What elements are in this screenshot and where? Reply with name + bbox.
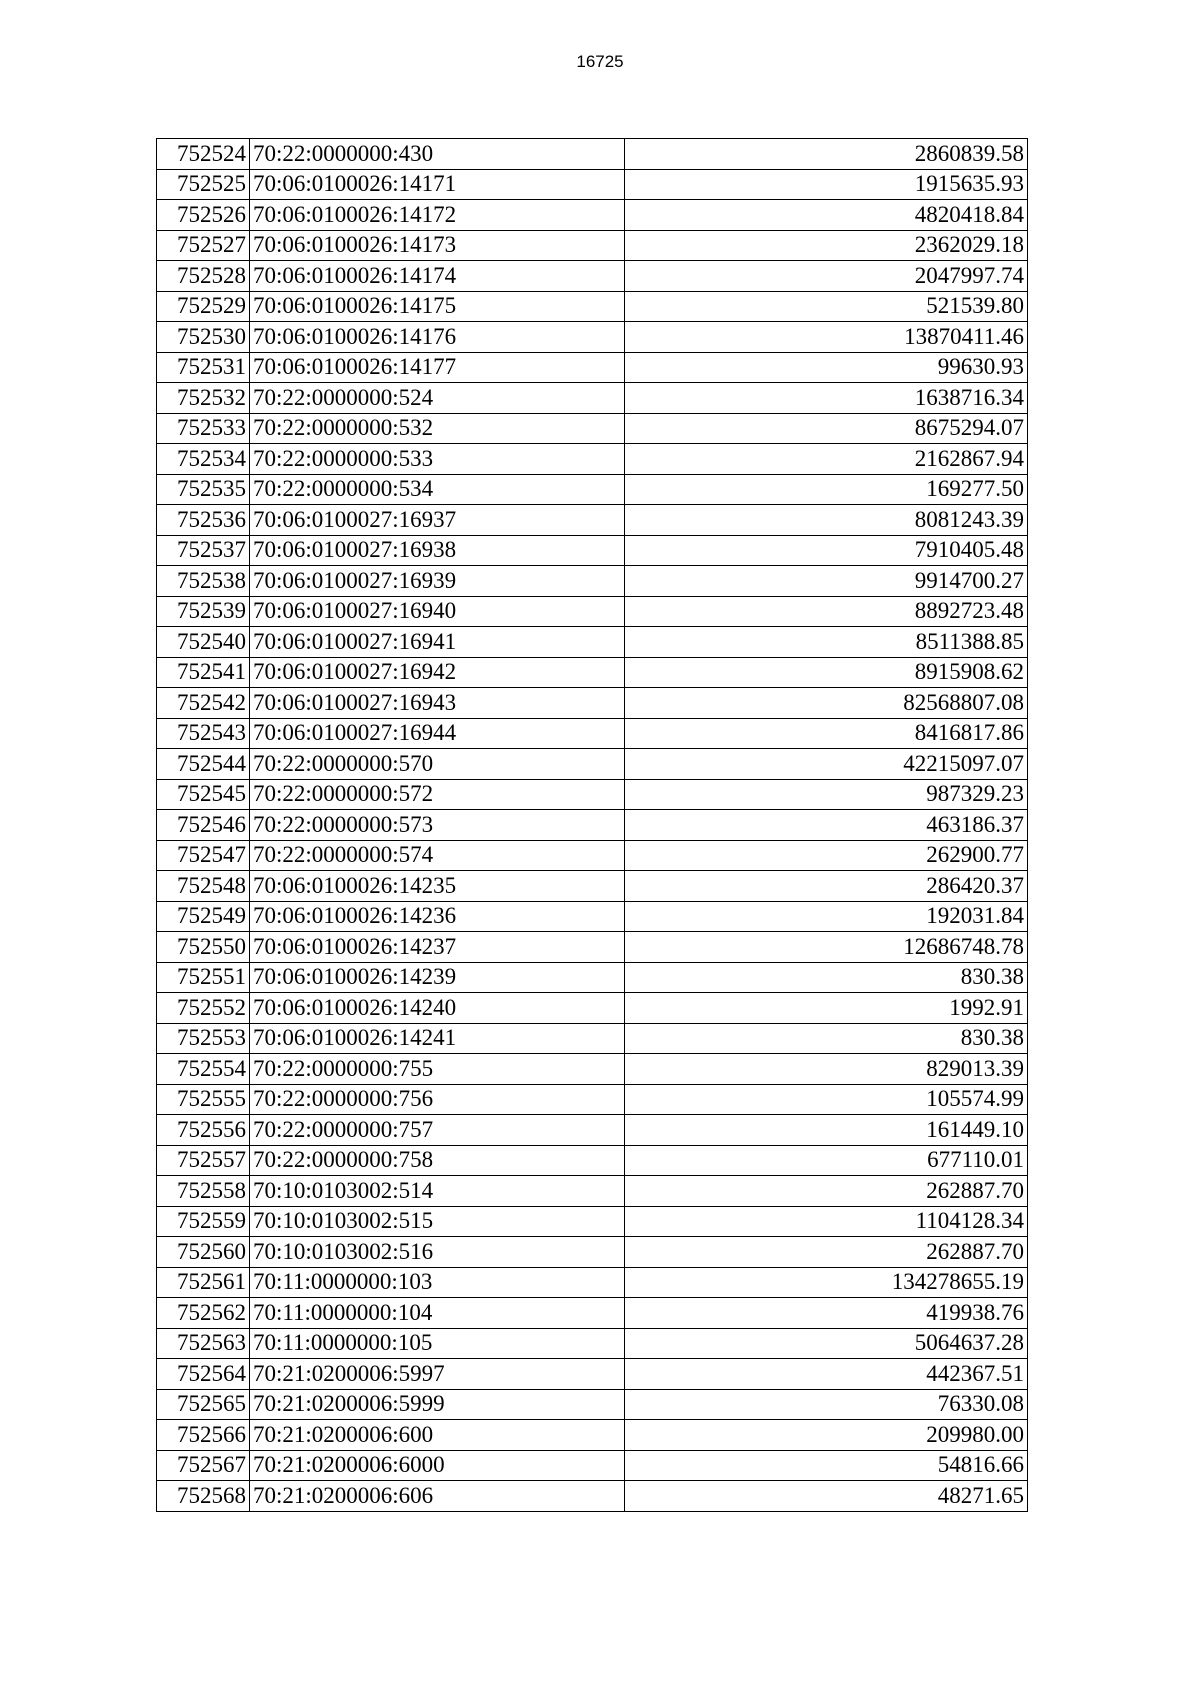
cadastral-number-cell: 70:21:0200006:5997 bbox=[250, 1359, 625, 1390]
cadastral-value-cell: 262887.70 bbox=[625, 1176, 1028, 1207]
cadastral-value-cell: 2162867.94 bbox=[625, 444, 1028, 475]
cadastral-value-cell: 13870411.46 bbox=[625, 322, 1028, 353]
cadastral-number-cell: 70:22:0000000:570 bbox=[250, 749, 625, 780]
cadastral-value-cell: 99630.93 bbox=[625, 352, 1028, 383]
cadastral-value-cell: 1104128.34 bbox=[625, 1206, 1028, 1237]
row-number-cell: 752524 bbox=[157, 139, 250, 170]
table-row bbox=[157, 871, 1028, 902]
row-number-cell: 752565 bbox=[157, 1389, 250, 1420]
row-number-cell: 752536 bbox=[157, 505, 250, 536]
cadastral-number-cell: 70:06:0100026:14240 bbox=[250, 993, 625, 1024]
cadastral-number-cell: 70:22:0000000:524 bbox=[250, 383, 625, 414]
cadastral-value-cell: 12686748.78 bbox=[625, 932, 1028, 963]
table-row bbox=[157, 322, 1028, 353]
table-row bbox=[157, 291, 1028, 322]
table-row bbox=[157, 688, 1028, 719]
cadastral-number-cell: 70:22:0000000:573 bbox=[250, 810, 625, 841]
row-number-cell: 752541 bbox=[157, 657, 250, 688]
cadastral-value-cell: 42215097.07 bbox=[625, 749, 1028, 780]
cadastral-value-cell: 82568807.08 bbox=[625, 688, 1028, 719]
cadastral-value-cell: 4820418.84 bbox=[625, 200, 1028, 231]
cadastral-value-cell: 2362029.18 bbox=[625, 230, 1028, 261]
cadastral-number-cell: 70:06:0100026:14173 bbox=[250, 230, 625, 261]
cadastral-number-cell: 70:06:0100027:16937 bbox=[250, 505, 625, 536]
table-row bbox=[157, 413, 1028, 444]
table-row bbox=[157, 1389, 1028, 1420]
cadastral-value-cell: 8892723.48 bbox=[625, 596, 1028, 627]
cadastral-value-cell: 830.38 bbox=[625, 1023, 1028, 1054]
cadastral-value-table bbox=[156, 138, 1028, 1512]
cadastral-number-cell: 70:21:0200006:5999 bbox=[250, 1389, 625, 1420]
row-number-cell: 752559 bbox=[157, 1206, 250, 1237]
row-number-cell: 752546 bbox=[157, 810, 250, 841]
row-number-cell: 752529 bbox=[157, 291, 250, 322]
table-row bbox=[157, 352, 1028, 383]
table-row bbox=[157, 1054, 1028, 1085]
table-row bbox=[157, 657, 1028, 688]
cadastral-number-cell: 70:06:0100026:14239 bbox=[250, 962, 625, 993]
row-number-cell: 752544 bbox=[157, 749, 250, 780]
table-row bbox=[157, 535, 1028, 566]
table-row bbox=[157, 1023, 1028, 1054]
table-row bbox=[157, 444, 1028, 475]
table-row bbox=[157, 932, 1028, 963]
row-number-cell: 752539 bbox=[157, 596, 250, 627]
row-number-cell: 752549 bbox=[157, 901, 250, 932]
cadastral-value-cell: 262887.70 bbox=[625, 1237, 1028, 1268]
cadastral-value-cell: 76330.08 bbox=[625, 1389, 1028, 1420]
row-number-cell: 752532 bbox=[157, 383, 250, 414]
cadastral-number-cell: 70:06:0100026:14177 bbox=[250, 352, 625, 383]
cadastral-value-cell: 161449.10 bbox=[625, 1115, 1028, 1146]
table-row bbox=[157, 1115, 1028, 1146]
cadastral-number-cell: 70:06:0100026:14176 bbox=[250, 322, 625, 353]
row-number-cell: 752564 bbox=[157, 1359, 250, 1390]
table-row bbox=[157, 566, 1028, 597]
cadastral-number-cell: 70:22:0000000:532 bbox=[250, 413, 625, 444]
row-number-cell: 752526 bbox=[157, 200, 250, 231]
row-number-cell: 752543 bbox=[157, 718, 250, 749]
table-row bbox=[157, 1267, 1028, 1298]
table-row bbox=[157, 1481, 1028, 1512]
cadastral-value-cell: 677110.01 bbox=[625, 1145, 1028, 1176]
table-row bbox=[157, 779, 1028, 810]
row-number-cell: 752557 bbox=[157, 1145, 250, 1176]
cadastral-number-cell: 70:06:0100026:14241 bbox=[250, 1023, 625, 1054]
table-row bbox=[157, 1176, 1028, 1207]
table-row bbox=[157, 1359, 1028, 1390]
cadastral-number-cell: 70:22:0000000:757 bbox=[250, 1115, 625, 1146]
page-number: 16725 bbox=[576, 52, 624, 71]
cadastral-number-cell: 70:22:0000000:755 bbox=[250, 1054, 625, 1085]
table-row bbox=[157, 993, 1028, 1024]
cadastral-number-cell: 70:10:0103002:514 bbox=[250, 1176, 625, 1207]
cadastral-number-cell: 70:11:0000000:105 bbox=[250, 1328, 625, 1359]
table-row bbox=[157, 962, 1028, 993]
cadastral-value-cell: 8081243.39 bbox=[625, 505, 1028, 536]
table-row bbox=[157, 1420, 1028, 1451]
table-row bbox=[157, 1084, 1028, 1115]
row-number-cell: 752534 bbox=[157, 444, 250, 475]
table-row bbox=[157, 1298, 1028, 1329]
cadastral-value-cell: 48271.65 bbox=[625, 1481, 1028, 1512]
table-row bbox=[157, 474, 1028, 505]
row-number-cell: 752566 bbox=[157, 1420, 250, 1451]
cadastral-number-cell: 70:21:0200006:6000 bbox=[250, 1450, 625, 1481]
row-number-cell: 752538 bbox=[157, 566, 250, 597]
cadastral-number-cell: 70:10:0103002:516 bbox=[250, 1237, 625, 1268]
row-number-cell: 752545 bbox=[157, 779, 250, 810]
row-number-cell: 752547 bbox=[157, 840, 250, 871]
cadastral-number-cell: 70:06:0100026:14171 bbox=[250, 169, 625, 200]
row-number-cell: 752530 bbox=[157, 322, 250, 353]
table-row bbox=[157, 1450, 1028, 1481]
table-row bbox=[157, 505, 1028, 536]
cadastral-value-cell: 419938.76 bbox=[625, 1298, 1028, 1329]
table-row bbox=[157, 139, 1028, 170]
cadastral-number-cell: 70:06:0100027:16944 bbox=[250, 718, 625, 749]
cadastral-value-cell: 134278655.19 bbox=[625, 1267, 1028, 1298]
cadastral-number-cell: 70:22:0000000:574 bbox=[250, 840, 625, 871]
table-row bbox=[157, 169, 1028, 200]
cadastral-number-cell: 70:11:0000000:104 bbox=[250, 1298, 625, 1329]
cadastral-number-cell: 70:06:0100026:14172 bbox=[250, 200, 625, 231]
table-row bbox=[157, 1206, 1028, 1237]
cadastral-value-cell: 54816.66 bbox=[625, 1450, 1028, 1481]
row-number-cell: 752553 bbox=[157, 1023, 250, 1054]
table-row bbox=[157, 200, 1028, 231]
cadastral-number-cell: 70:06:0100027:16938 bbox=[250, 535, 625, 566]
row-number-cell: 752535 bbox=[157, 474, 250, 505]
cadastral-number-cell: 70:06:0100026:14175 bbox=[250, 291, 625, 322]
cadastral-number-cell: 70:06:0100027:16941 bbox=[250, 627, 625, 658]
row-number-cell: 752560 bbox=[157, 1237, 250, 1268]
cadastral-number-cell: 70:06:0100027:16940 bbox=[250, 596, 625, 627]
cadastral-value-cell: 9914700.27 bbox=[625, 566, 1028, 597]
table-row bbox=[157, 1328, 1028, 1359]
row-number-cell: 752556 bbox=[157, 1115, 250, 1146]
row-number-cell: 752533 bbox=[157, 413, 250, 444]
cadastral-value-cell: 829013.39 bbox=[625, 1054, 1028, 1085]
row-number-cell: 752531 bbox=[157, 352, 250, 383]
cadastral-value-cell: 987329.23 bbox=[625, 779, 1028, 810]
table-row bbox=[157, 1237, 1028, 1268]
table-row bbox=[157, 261, 1028, 292]
table-row bbox=[157, 596, 1028, 627]
row-number-cell: 752551 bbox=[157, 962, 250, 993]
table-row bbox=[157, 1145, 1028, 1176]
row-number-cell: 752540 bbox=[157, 627, 250, 658]
row-number-cell: 752555 bbox=[157, 1084, 250, 1115]
cadastral-value-cell: 442367.51 bbox=[625, 1359, 1028, 1390]
cadastral-value-cell: 1915635.93 bbox=[625, 169, 1028, 200]
cadastral-number-cell: 70:06:0100027:16939 bbox=[250, 566, 625, 597]
table-row bbox=[157, 840, 1028, 871]
cadastral-number-cell: 70:21:0200006:606 bbox=[250, 1481, 625, 1512]
cadastral-number-cell: 70:21:0200006:600 bbox=[250, 1420, 625, 1451]
cadastral-value-cell: 262900.77 bbox=[625, 840, 1028, 871]
cadastral-value-cell: 521539.80 bbox=[625, 291, 1028, 322]
row-number-cell: 752561 bbox=[157, 1267, 250, 1298]
cadastral-value-cell: 105574.99 bbox=[625, 1084, 1028, 1115]
cadastral-number-cell: 70:06:0100027:16943 bbox=[250, 688, 625, 719]
row-number-cell: 752563 bbox=[157, 1328, 250, 1359]
cadastral-value-cell: 8675294.07 bbox=[625, 413, 1028, 444]
row-number-cell: 752528 bbox=[157, 261, 250, 292]
row-number-cell: 752558 bbox=[157, 1176, 250, 1207]
cadastral-number-cell: 70:10:0103002:515 bbox=[250, 1206, 625, 1237]
cadastral-value-cell: 1638716.34 bbox=[625, 383, 1028, 414]
cadastral-value-cell: 169277.50 bbox=[625, 474, 1028, 505]
cadastral-number-cell: 70:22:0000000:430 bbox=[250, 139, 625, 170]
row-number-cell: 752562 bbox=[157, 1298, 250, 1329]
table-body bbox=[157, 139, 1028, 1512]
row-number-cell: 752537 bbox=[157, 535, 250, 566]
row-number-cell: 752568 bbox=[157, 1481, 250, 1512]
table-row bbox=[157, 627, 1028, 658]
cadastral-number-cell: 70:06:0100027:16942 bbox=[250, 657, 625, 688]
cadastral-value-cell: 1992.91 bbox=[625, 993, 1028, 1024]
cadastral-number-cell: 70:06:0100026:14237 bbox=[250, 932, 625, 963]
table-row bbox=[157, 749, 1028, 780]
cadastral-value-cell: 8915908.62 bbox=[625, 657, 1028, 688]
cadastral-number-cell: 70:22:0000000:758 bbox=[250, 1145, 625, 1176]
row-number-cell: 752527 bbox=[157, 230, 250, 261]
cadastral-number-cell: 70:11:0000000:103 bbox=[250, 1267, 625, 1298]
row-number-cell: 752525 bbox=[157, 169, 250, 200]
row-number-cell: 752548 bbox=[157, 871, 250, 902]
cadastral-value-cell: 192031.84 bbox=[625, 901, 1028, 932]
cadastral-value-cell: 8511388.85 bbox=[625, 627, 1028, 658]
cadastral-value-cell: 7910405.48 bbox=[625, 535, 1028, 566]
row-number-cell: 752552 bbox=[157, 993, 250, 1024]
table-row bbox=[157, 383, 1028, 414]
table-row bbox=[157, 810, 1028, 841]
table-row bbox=[157, 230, 1028, 261]
cadastral-value-cell: 209980.00 bbox=[625, 1420, 1028, 1451]
cadastral-number-cell: 70:22:0000000:534 bbox=[250, 474, 625, 505]
cadastral-value-cell: 2047997.74 bbox=[625, 261, 1028, 292]
row-number-cell: 752542 bbox=[157, 688, 250, 719]
row-number-cell: 752554 bbox=[157, 1054, 250, 1085]
row-number-cell: 752567 bbox=[157, 1450, 250, 1481]
table-row bbox=[157, 718, 1028, 749]
cadastral-number-cell: 70:22:0000000:756 bbox=[250, 1084, 625, 1115]
cadastral-number-cell: 70:06:0100026:14235 bbox=[250, 871, 625, 902]
cadastral-value-cell: 463186.37 bbox=[625, 810, 1028, 841]
cadastral-number-cell: 70:06:0100026:14236 bbox=[250, 901, 625, 932]
cadastral-value-cell: 5064637.28 bbox=[625, 1328, 1028, 1359]
cadastral-number-cell: 70:22:0000000:572 bbox=[250, 779, 625, 810]
cadastral-number-cell: 70:22:0000000:533 bbox=[250, 444, 625, 475]
cadastral-number-cell: 70:06:0100026:14174 bbox=[250, 261, 625, 292]
cadastral-value-cell: 286420.37 bbox=[625, 871, 1028, 902]
cadastral-value-cell: 8416817.86 bbox=[625, 718, 1028, 749]
cadastral-value-cell: 2860839.58 bbox=[625, 139, 1028, 170]
table-row bbox=[157, 901, 1028, 932]
cadastral-value-cell: 830.38 bbox=[625, 962, 1028, 993]
row-number-cell: 752550 bbox=[157, 932, 250, 963]
